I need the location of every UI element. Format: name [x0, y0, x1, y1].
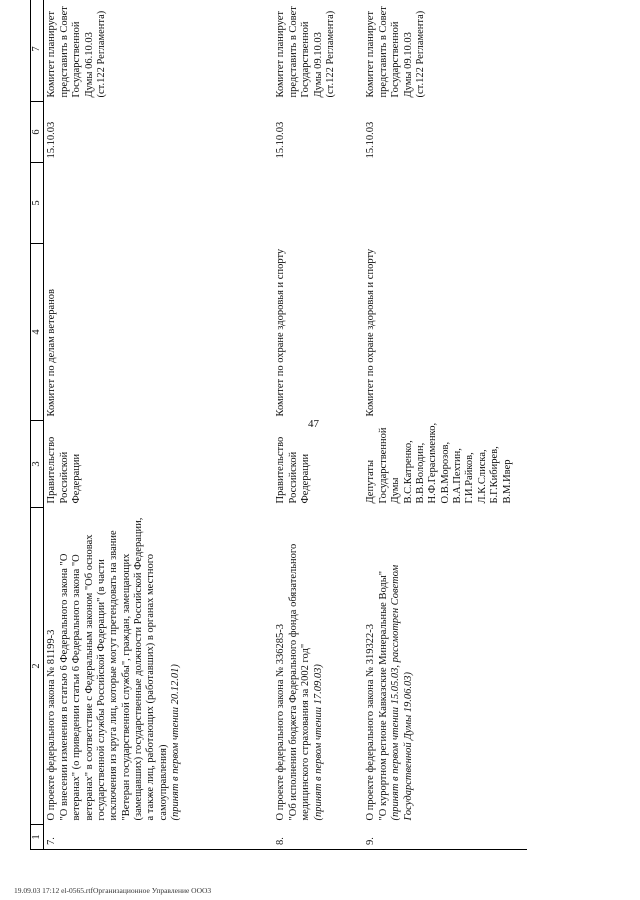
- bill-description: [44, 508, 274, 825]
- bill-description: [363, 508, 527, 825]
- bill-plan: Комитет планирует представить в Совет Государственной Думы 09.10.03 (ст.122 Регламента): [275, 6, 336, 98]
- document-footer: 19.09.03 17:12 el-0565.rtfОрганизационное Управление ООО3: [14, 886, 212, 895]
- bill-body: "О внесении изменения в статью 6 Федерального закона "О ветеранах" (о приведении статьи 6 Федерального закона "О ветеранах" в соответствие с Федеральным законом "Об основах государственной службы Российской Федерации" (в части исключения из круга лиц, которые могут претендовать на звание "Ветеран государственной службы", граждан, замещающих (замещавших) государственные должности Российской Федерации, а также лиц, работающих (работавших) в органах местного самоуправления): [58, 517, 169, 821]
- table-row: [44, 0, 274, 850]
- bill-date: 15.10.03: [46, 121, 58, 159]
- bill-date: 15.10.03: [365, 121, 377, 159]
- table-header-row: [31, 0, 44, 850]
- header-col-2: 2: [31, 508, 44, 825]
- rotated-page-content: [30, 6, 615, 850]
- bill-title-line: О проекте федерального закона № 336285-3: [275, 623, 287, 821]
- header-col-4: 4: [31, 244, 44, 421]
- header-col-5: 5: [31, 163, 44, 244]
- bill-body: "О курортном регионе Кавказские Минеральные Воды": [377, 570, 389, 821]
- bill-committee: Комитет по делам ветеранов: [46, 289, 58, 417]
- table-row: [273, 0, 363, 850]
- bill-description: [273, 508, 363, 825]
- bill-plan: Комитет планирует представить в Совет Государственной Думы 06.10.03 (ст.122 Регламента): [46, 6, 107, 98]
- bill-committee: Комитет по охране здоровья и спорту: [275, 248, 287, 417]
- header-col-3: 3: [31, 421, 44, 508]
- bill-plan: Комитет планирует представить в Совет Государственной Думы 09.10.03 (ст.122 Регламента): [365, 6, 426, 98]
- header-col-6: 6: [31, 102, 44, 163]
- bill-committee: Комитет по охране здоровья и спорту: [365, 248, 377, 417]
- row-number: 9.: [363, 825, 527, 850]
- bill-note: (принят в первом чтении 17.09.03): [312, 664, 324, 821]
- bill-col5: [44, 163, 274, 244]
- bill-initiator: Правительство Российской Федерации: [275, 436, 312, 504]
- bill-note: (принят в первом чтении 15.05.03, рассмотрен Советом Государственной Думы 19.06.03): [390, 564, 414, 821]
- bill-title-line: О проекте федерального закона № 81199-3: [46, 629, 58, 821]
- row-number: 7.: [44, 825, 274, 850]
- table-row: [363, 0, 527, 850]
- bill-col5: [363, 163, 527, 244]
- bill-title-line: О проекте федерального закона № 319322-3: [365, 623, 377, 821]
- page-number: 47: [308, 418, 319, 430]
- bill-initiator: Депутаты Государственной Думы В.С.Катренко, В.В.Володин, Н.Ф.Герасименко, О.В.Морозов, В.А.Пехтин, Г.И.Райков, Л.К.Слиска, Б.Г.Кибирев, В.М.Ивер: [365, 422, 513, 504]
- bill-note: (принят в первом чтении 20.12.01): [170, 664, 182, 821]
- bill-date: 15.10.03: [275, 121, 287, 159]
- header-col-1: 1: [31, 825, 44, 850]
- bill-initiator: Правительство Российской Федерации: [46, 436, 83, 504]
- header-col-7: 7: [31, 0, 44, 102]
- bill-body: "Об исполнении бюджета Федерального фонда обязательного медицинского страхования за 2002 год": [287, 543, 312, 821]
- bill-col5: [273, 163, 363, 244]
- bills-table: [30, 0, 527, 850]
- row-number: 8.: [273, 825, 363, 850]
